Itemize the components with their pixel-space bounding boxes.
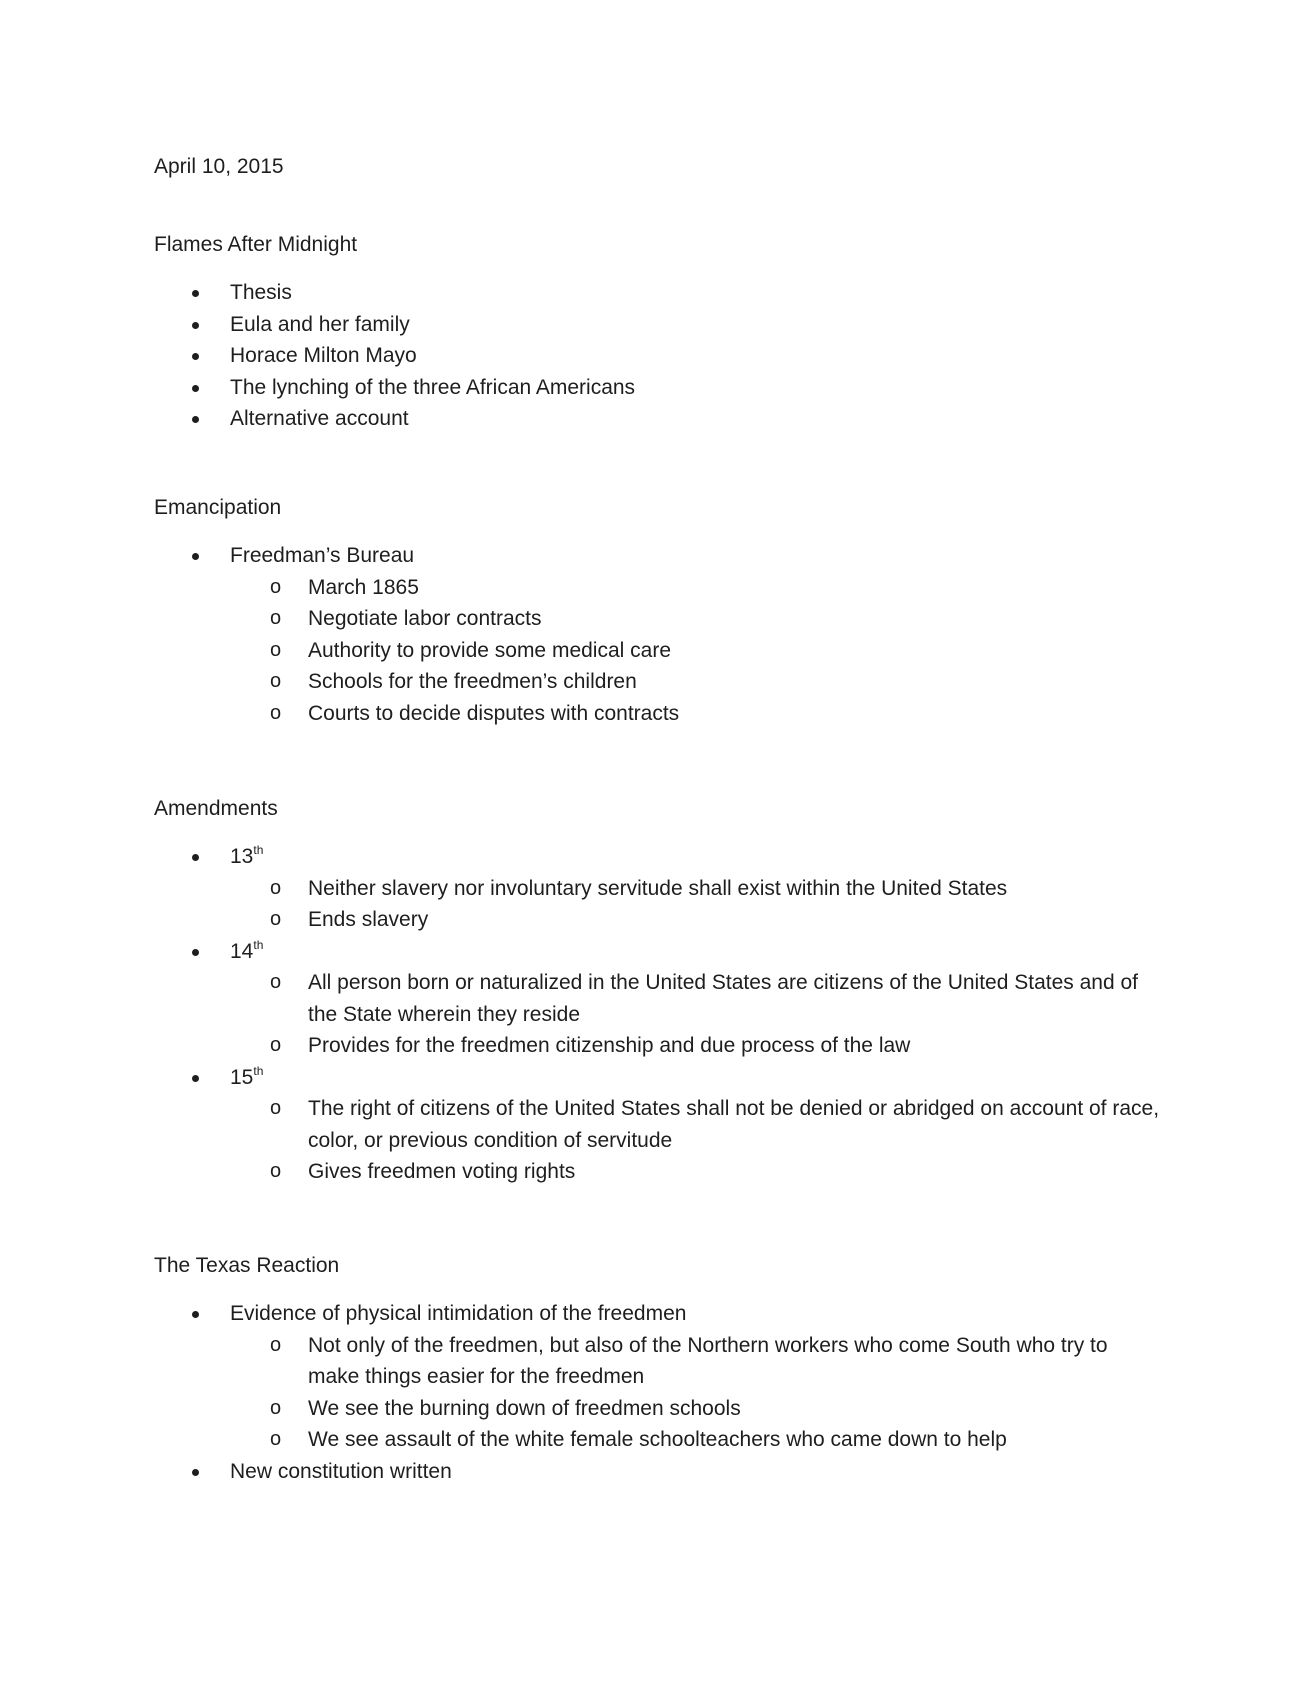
list-item: The lynching of the three African Americans bbox=[154, 372, 1164, 404]
sub-bullet-list bbox=[230, 873, 1164, 936]
sub-list-item: o We see assault of the white female schoolteachers who came down to help bbox=[154, 1424, 1164, 1456]
bullet-icon bbox=[192, 353, 199, 360]
sub-bullet-list bbox=[230, 1330, 1164, 1456]
bullet-icon bbox=[192, 854, 199, 861]
sub-list-item: o Negotiate labor contracts bbox=[154, 603, 1164, 635]
list-item: Evidence of physical intimidation of the freedmen o Not only of the freedmen, but also of the Northern workers who come South who try to make things easier for the freedmen o We see the burning down of freedmen schools o We see assault of the white female schoolteachers who came down to help bbox=[154, 1298, 1164, 1456]
circle-bullet-icon: o bbox=[270, 1396, 282, 1419]
section-amendments bbox=[154, 794, 1164, 1188]
sub-list-item: o Provides for the freedmen citizenship and due process of the law bbox=[154, 1030, 1164, 1062]
document-date: April 10, 2015 bbox=[154, 155, 284, 178]
sub-list-item: o March 1865 bbox=[154, 572, 1164, 604]
sub-list-item: o Gives freedmen voting rights bbox=[154, 1156, 1164, 1188]
list-item: Freedman’s Bureau o March 1865 o Negotiate labor contracts o Authority to provide some medical care o Schools for the freedmen’s children o Courts to decide disputes with contracts bbox=[154, 540, 1164, 729]
circle-bullet-icon: o bbox=[270, 607, 282, 629]
bullet-list bbox=[154, 540, 1164, 729]
sub-list-item: o Courts to decide disputes with contracts bbox=[154, 698, 1164, 730]
section-texas-reaction bbox=[154, 1251, 1164, 1487]
circle-bullet-icon: o bbox=[270, 1428, 282, 1450]
section-heading: Amendments bbox=[154, 797, 278, 820]
bullet-list bbox=[154, 277, 1164, 435]
bullet-icon bbox=[192, 553, 199, 560]
bullet-icon bbox=[192, 385, 199, 392]
circle-bullet-icon: o bbox=[270, 971, 282, 993]
sub-list-item: o Ends slavery bbox=[154, 904, 1164, 936]
circle-bullet-icon: o bbox=[270, 876, 282, 899]
list-item: Horace Milton Mayo bbox=[154, 340, 1164, 372]
bullet-icon bbox=[192, 1469, 199, 1476]
circle-bullet-icon: o bbox=[270, 575, 282, 598]
section-heading: Flames After Midnight bbox=[154, 233, 358, 256]
amendment-14: 14th o All person born or naturalized in the United States are citizens of the United States and of the State wherein they reside o Provides for the freedmen citizenship and due process of the law bbox=[154, 936, 1164, 1062]
circle-bullet-icon: o bbox=[270, 1333, 282, 1356]
bullet-icon bbox=[192, 322, 199, 329]
bullet-icon bbox=[192, 416, 199, 423]
sub-bullet-list bbox=[230, 572, 1164, 730]
section-heading: The Texas Reaction bbox=[154, 1254, 340, 1277]
sub-list-item: o Schools for the freedmen’s children bbox=[154, 666, 1164, 698]
amendment-13: 13th o Neither slavery nor involuntary servitude shall exist within the United States o Ends slavery bbox=[154, 841, 1164, 936]
circle-bullet-icon: o bbox=[270, 701, 282, 724]
bullet-icon bbox=[192, 949, 199, 956]
sub-bullet-list bbox=[230, 1093, 1164, 1188]
circle-bullet-icon: o bbox=[270, 638, 282, 661]
circle-bullet-icon: o bbox=[270, 670, 282, 692]
section-heading: Emancipation bbox=[154, 496, 282, 519]
circle-bullet-icon: o bbox=[270, 1034, 282, 1056]
bullet-list bbox=[154, 841, 1164, 1188]
sub-list-item: o Authority to provide some medical care bbox=[154, 635, 1164, 667]
bullet-icon bbox=[192, 1311, 199, 1318]
sub-list-item: o Neither slavery nor involuntary servitude shall exist within the United States bbox=[154, 873, 1164, 905]
bullet-icon bbox=[192, 290, 199, 297]
sub-bullet-list bbox=[230, 967, 1164, 1062]
list-item: Eula and her family bbox=[154, 309, 1164, 341]
sub-list-item: o All person born or naturalized in the United States are citizens of the United States and of the State wherein they reside bbox=[154, 967, 1164, 1030]
list-item: Thesis bbox=[154, 277, 1164, 309]
sub-list-item: o We see the burning down of freedmen schools bbox=[154, 1393, 1164, 1425]
sub-list-item: o The right of citizens of the United States shall not be denied or abridged on account of race, color, or previous condition of servitude bbox=[154, 1093, 1164, 1156]
list-item: New constitution written bbox=[154, 1456, 1164, 1488]
section-emancipation bbox=[154, 493, 1164, 729]
sub-list-item: o Not only of the freedmen, but also of the Northern workers who come South who try to make things easier for the freedmen bbox=[154, 1330, 1164, 1393]
circle-bullet-icon: o bbox=[270, 1097, 282, 1119]
amendment-15: 15th o The right of citizens of the United States shall not be denied or abridged on account of race, color, or previous condition of servitude o Gives freedmen voting rights bbox=[154, 1062, 1164, 1188]
bullet-icon bbox=[192, 1075, 199, 1082]
circle-bullet-icon: o bbox=[270, 1160, 282, 1182]
bullet-list bbox=[154, 1298, 1164, 1487]
circle-bullet-icon: o bbox=[270, 908, 282, 930]
list-item: Alternative account bbox=[154, 403, 1164, 435]
section-flames-after-midnight bbox=[154, 230, 1164, 435]
